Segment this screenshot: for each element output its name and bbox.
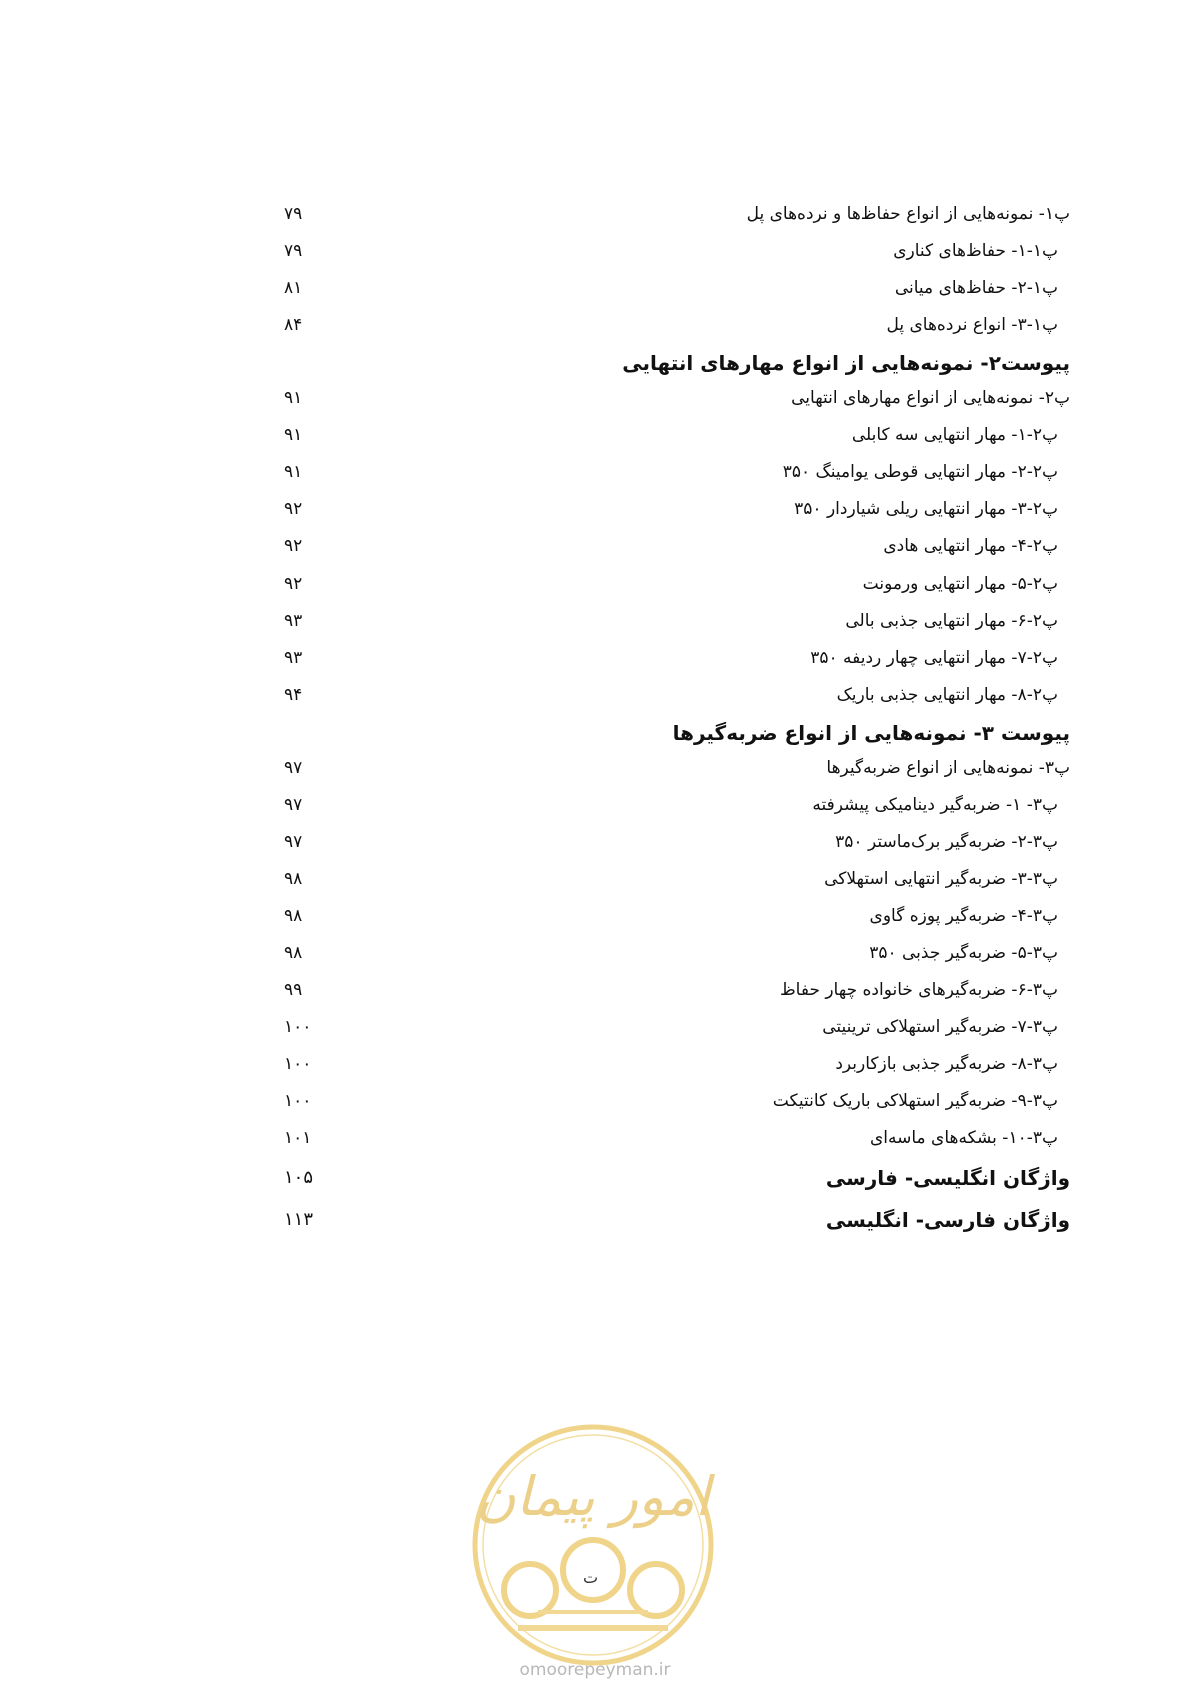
toc-entry-title: پ۳-۵- ضربه‌گیر جذبی ۳۵۰ (869, 943, 1058, 963)
toc-row (260, 452, 1070, 492)
toc-entry-title: پ۲-۸- مهار انتهایی جذبی باریک (836, 685, 1058, 705)
toc-entry-page: ۹۸ (284, 869, 303, 889)
toc-entry-title: پیوست۲- نمونه‌هایی از انواع مهارهای انتهایی (622, 351, 1070, 375)
toc-section-heading (260, 1158, 1070, 1198)
toc-entry-page: ۸۴ (284, 315, 303, 335)
toc-row (260, 933, 1070, 973)
toc-entry-page: ۹۱ (284, 462, 303, 482)
toc-entry-page: ۹۴ (284, 685, 303, 705)
toc-entry-page: ۹۹ (284, 980, 303, 1000)
toc-entry-page: ۹۷ (284, 758, 303, 778)
toc-entry-page: ۹۸ (284, 943, 303, 963)
toc-row (260, 194, 1070, 234)
toc-entry-page: ۱۱۳ (284, 1209, 314, 1230)
toc-entry-page: ۱۰۵ (284, 1167, 314, 1188)
toc-entry-page: ۹۷ (284, 795, 303, 815)
toc-entry-page: ۱۰۰ (284, 1054, 312, 1074)
toc-entry-title: پ۳-۱۰- بشکه‌های ماسه‌ای (869, 1128, 1058, 1148)
toc-entry-page: ۷۹ (284, 204, 303, 224)
toc-entry-page: ۷۹ (284, 241, 303, 261)
toc-row (260, 1044, 1070, 1084)
toc-entry-title: پ۲-۶- مهار انتهایی جذبی بالی (845, 611, 1058, 631)
toc-entry-title: پ۳- نمونه‌هایی از انواع ضربه‌گیرها (826, 758, 1070, 778)
toc-entry-page: ۹۷ (284, 832, 303, 852)
toc-entry-page: ۱۰۰ (284, 1091, 312, 1111)
toc-row (260, 564, 1070, 604)
toc-entry-title: پ۲-۲- مهار انتهایی قوطی یوامینگ ۳۵۰ (782, 462, 1058, 482)
toc-row (260, 675, 1070, 715)
toc-row (260, 1118, 1070, 1158)
toc-row (260, 415, 1070, 455)
toc-entry-title: پ۲- نمونه‌هایی از انواع مهارهای انتهایی (791, 388, 1070, 408)
toc-entry-title: پ۳-۳- ضربه‌گیر انتهایی استهلاکی (824, 869, 1058, 889)
toc-row (260, 268, 1070, 308)
toc-entry-page: ۱۰۰ (284, 1017, 312, 1037)
toc-row (260, 785, 1070, 825)
toc-entry-page: ۹۸ (284, 906, 303, 926)
toc-entry-title: پ۲-۵- مهار انتهایی ورمونت (862, 574, 1058, 594)
toc-section-heading (260, 1200, 1070, 1240)
toc-row (260, 822, 1070, 862)
toc-entry-page: ۹۱ (284, 425, 303, 445)
toc-entry-title: پ۳-۹- ضربه‌گیر استهلاکی باریک کانتیکت (772, 1091, 1058, 1111)
toc-entry-title: پ۲-۱- مهار انتهایی سه کابلی (851, 425, 1058, 445)
toc-entry-page: ۸۱ (284, 278, 303, 298)
toc-row (260, 489, 1070, 529)
toc-row (260, 896, 1070, 936)
watermark-seal-icon (468, 1420, 718, 1670)
toc-row (260, 231, 1070, 271)
toc-row (260, 748, 1070, 788)
toc-entry-title: پیوست ۳- نمونه‌هایی از انواع ضربه‌گیرها (672, 721, 1070, 745)
toc-entry-title: پ۱-۱- حفاظ‌های کناری (893, 241, 1058, 261)
toc-entry-title: پ۲-۷- مهار انتهایی چهار ردیفه ۳۵۰ (810, 648, 1058, 668)
toc-row (260, 305, 1070, 345)
toc-entry-title: پ۳-۸- ضربه‌گیر جذبی بازکاربرد (835, 1054, 1058, 1074)
watermark-url: omoorepeyman.ir (519, 1660, 671, 1680)
toc-entry-title: پ۱-۲- حفاظ‌های میانی (894, 278, 1058, 298)
toc-entry-page: ۹۱ (284, 388, 303, 408)
toc-entry-title: پ۳- ۱- ضربه‌گیر دینامیکی پیشرفته (812, 795, 1058, 815)
toc-entry-page: ۹۲ (284, 536, 303, 556)
toc-row (260, 1007, 1070, 1047)
toc-section-heading (260, 713, 1070, 753)
toc-entry-page: ۹۲ (284, 499, 303, 519)
toc-row (260, 601, 1070, 641)
toc-row (260, 638, 1070, 678)
toc-entry-title: واژگان انگلیسی- فارسی (825, 1166, 1070, 1190)
toc-entry-page: ۱۰۱ (284, 1128, 312, 1148)
toc-entry-page: ۹۳ (284, 648, 303, 668)
page-number: ت (583, 1568, 599, 1587)
toc-entry-title: واژگان فارسی- انگلیسی (825, 1208, 1070, 1232)
toc-entry-title: پ۳-۲- ضربه‌گیر برک‌ماستر ۳۵۰ (835, 832, 1058, 852)
toc-row (260, 859, 1070, 899)
watermark-logo-text: امور پیمان (476, 1465, 710, 1528)
toc-entry-title: پ۱-۳- انواع نرده‌های پل (886, 315, 1058, 335)
toc-row (260, 526, 1070, 566)
toc-entry-page: ۹۲ (284, 574, 303, 594)
toc-entry-title: پ۳-۷- ضربه‌گیر استهلاکی ترینیتی (822, 1017, 1058, 1037)
toc-entry-title: پ۲-۳- مهار انتهایی ریلی شیاردار ۳۵۰ (794, 499, 1058, 519)
toc-entry-title: پ۱- نمونه‌هایی از انواع حفاظ‌ها و نرده‌های پل (746, 204, 1070, 224)
toc-section-heading (260, 343, 1070, 383)
toc-entry-title: پ۲-۴- مهار انتهایی هادی (883, 536, 1058, 556)
toc-row (260, 1081, 1070, 1121)
toc-row (260, 378, 1070, 418)
toc-entry-title: پ۳-۴- ضربه‌گیر پوزه گاوی (869, 906, 1058, 926)
toc-entry-page: ۹۳ (284, 611, 303, 631)
toc-entry-title: پ۳-۶- ضربه‌گیرهای خانواده چهار حفاظ (779, 980, 1058, 1000)
toc-row (260, 970, 1070, 1010)
